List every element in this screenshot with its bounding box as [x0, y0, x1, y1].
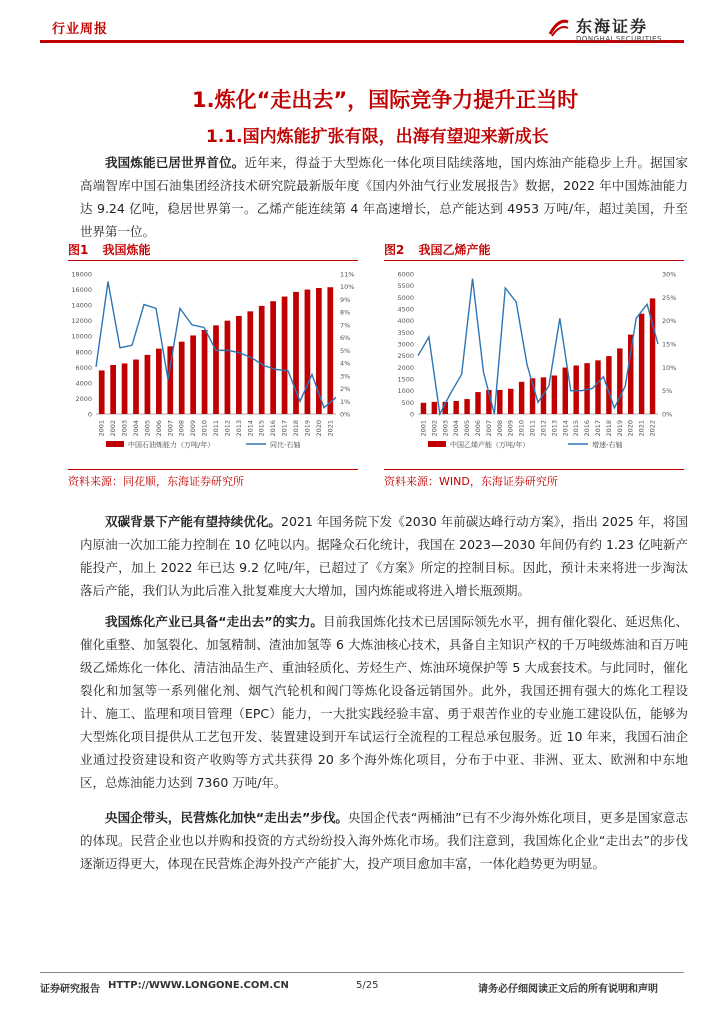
y2-tick-label: 4%: [340, 359, 351, 368]
logo-chinese-name: 东海证券: [576, 17, 649, 36]
y2-tick-label: 5%: [662, 387, 673, 396]
y2-tick-label: 20%: [662, 317, 677, 326]
y2-tick-label: 9%: [340, 295, 351, 304]
footer-website-link[interactable]: HTTP://WWW.LONGONE.COM.CN: [108, 980, 289, 991]
x-tick-label: 2014: [561, 420, 570, 437]
footer-disclaimer: 请务必仔细阅读正文后的所有说明和声明: [478, 984, 658, 995]
x-tick-label: 2019: [615, 420, 624, 437]
x-tick-label: 2016: [269, 420, 278, 437]
bar: [133, 360, 139, 414]
x-tick-label: 2009: [189, 420, 198, 437]
y2-tick-label: 0%: [340, 410, 351, 419]
figure2-title: [384, 241, 491, 258]
bar: [99, 370, 105, 414]
figure1-chart: [62, 264, 362, 466]
subsection-heading: 1.1.国内炼能扩张有限，出海有望迎来新成长: [206, 127, 549, 147]
bar: [270, 301, 276, 414]
section-heading: 1.炼化“走出去”，国际竞争力提升正当时: [192, 88, 579, 112]
bar: [432, 402, 437, 414]
y-tick-label: 3000: [397, 340, 414, 349]
x-tick-label: 2017: [594, 420, 602, 437]
x-tick-label: 2007: [484, 420, 493, 437]
y-tick-label: 12000: [71, 317, 92, 326]
x-tick-label: 2001: [419, 420, 428, 437]
y2-tick-label: 6%: [340, 334, 351, 343]
legend-line-label: 增速-右轴: [592, 441, 623, 449]
x-tick-label: 2018: [292, 420, 300, 437]
bar: [421, 403, 426, 414]
bar: [497, 390, 502, 414]
x-tick-label: 2003: [441, 420, 450, 437]
x-tick-label: 2022: [648, 420, 657, 437]
y-tick-label: 4500: [397, 305, 414, 314]
bar: [122, 363, 128, 414]
paragraph-text: 2021 年国务院下发《2030 年前碳达峰行动方案》，指出 2025 年，将国内原油一次加工能力控制在 10 亿吨以内。据隆众石化统计，我国在 2023—2030 年间仍有约 1.23 亿吨新产能投产，加上 2022 年已达 9.2 亿吨/年，已超过了《方案》所定的控制目标。因此，预计未来将进一步淘汰落后产能，我们认为此后准入批复难度大大增加，国内炼能或将进入增长瓶颈期。: [80, 514, 688, 598]
company-logo: [548, 14, 688, 48]
bar: [628, 335, 633, 414]
legend-line-label: 同比-右轴: [270, 441, 301, 449]
bar: [110, 365, 116, 414]
y-tick-label: 5000: [397, 293, 414, 302]
bar: [327, 287, 333, 414]
y-tick-label: 10000: [71, 332, 92, 341]
y-tick-label: 0: [87, 410, 92, 419]
x-tick-label: 2020: [314, 420, 323, 437]
x-tick-label: 2001: [97, 420, 106, 437]
x-tick-label: 2012: [223, 420, 232, 437]
bar: [156, 349, 162, 414]
y-tick-label: 16000: [71, 286, 92, 295]
figure1-source: 资料来源：同花顺，东海证券研究所: [68, 475, 244, 488]
y2-tick-label: 0%: [662, 410, 673, 419]
y2-tick-label: 10%: [340, 283, 355, 292]
x-tick-label: 2002: [109, 420, 118, 437]
figure2-caption: 我国乙烯产能: [418, 243, 491, 257]
paragraph-lead: 我国炼能已居世界首位。: [105, 155, 245, 170]
figure1-caption: 我国炼能: [102, 243, 151, 257]
x-tick-label: 2005: [143, 420, 152, 437]
y-tick-label: 3500: [397, 328, 414, 337]
bar: [282, 297, 288, 414]
x-tick-label: 2004: [132, 420, 140, 437]
y2-tick-label: 10%: [662, 363, 677, 372]
x-tick-label: 2011: [212, 420, 220, 437]
paragraph-private-enterprises: [80, 806, 688, 875]
y-tick-label: 14000: [71, 301, 92, 310]
logo-mark-icon: [548, 16, 570, 38]
bar: [573, 365, 578, 414]
figure1-title: [68, 241, 151, 258]
y-tick-label: 500: [401, 398, 414, 407]
paragraph-lead: 双碳背景下产能有望持续优化。: [105, 514, 281, 529]
x-tick-label: 2006: [154, 420, 163, 437]
bar: [552, 376, 557, 415]
y-tick-label: 4000: [75, 379, 92, 388]
paragraph-carbon-policy: [80, 510, 688, 602]
x-tick-label: 2010: [200, 420, 209, 437]
legend-bar-label: 中国乙烯产能（万吨/年）: [450, 441, 530, 449]
legend-bar-swatch: [106, 441, 124, 447]
x-tick-label: 2021: [326, 420, 335, 437]
growth-line: [418, 279, 658, 414]
y-tick-label: 1500: [397, 375, 414, 384]
y-tick-label: 4000: [397, 317, 414, 326]
bar: [259, 306, 265, 414]
y2-tick-label: 11%: [340, 270, 355, 279]
x-tick-label: 2019: [303, 420, 312, 437]
y-tick-label: 1000: [397, 387, 414, 396]
bar: [541, 377, 546, 414]
figure2-label: 图2: [384, 243, 405, 257]
figure1-bottom-rule: [68, 469, 358, 470]
bar: [639, 314, 644, 414]
figure1-title-rule: [68, 260, 358, 261]
bar: [464, 399, 469, 414]
y-tick-label: 5500: [397, 282, 414, 291]
x-tick-label: 2006: [474, 420, 482, 437]
x-tick-label: 2008: [177, 420, 186, 437]
y-tick-label: 18000: [71, 270, 92, 279]
figure2-source: 资料来源：WIND，东海证券研究所: [384, 475, 558, 488]
y2-tick-label: 8%: [340, 308, 351, 317]
figure2-title-rule: [384, 260, 684, 261]
bar: [563, 368, 568, 414]
y2-tick-label: 7%: [340, 321, 351, 330]
bar: [225, 321, 231, 414]
x-tick-label: 2014: [246, 420, 255, 437]
bar: [453, 401, 458, 414]
y-tick-label: 2500: [397, 352, 414, 361]
paragraph-lead: 我国炼化产业已具备“走出去”的实力。: [105, 614, 324, 629]
x-tick-label: 2003: [120, 420, 129, 437]
figure2-bottom-rule: [384, 469, 684, 470]
x-tick-label: 2015: [257, 420, 266, 437]
bar: [202, 330, 208, 414]
paragraph-going-global-capability: [80, 610, 688, 794]
y-tick-label: 0: [409, 410, 414, 419]
logo-english-name: DONGHAI SECURITIES: [576, 35, 662, 43]
x-tick-label: 2005: [463, 420, 472, 437]
footer-divider: [40, 972, 684, 973]
x-tick-label: 2017: [280, 420, 289, 437]
x-tick-label: 2007: [166, 420, 175, 437]
y2-tick-label: 1%: [340, 397, 351, 406]
bar: [179, 342, 185, 414]
bar: [508, 389, 513, 414]
x-tick-label: 2011: [528, 420, 537, 437]
y2-tick-label: 2%: [340, 385, 351, 394]
paragraph-refining-capacity: [80, 151, 688, 243]
y2-tick-label: 15%: [662, 340, 677, 349]
y-tick-label: 2000: [75, 394, 92, 403]
x-tick-label: 2008: [495, 420, 504, 437]
x-tick-label: 2010: [517, 420, 526, 437]
x-tick-label: 2020: [626, 420, 635, 437]
y-tick-label: 6000: [397, 270, 414, 279]
figure2-chart: [382, 264, 688, 466]
bar: [305, 290, 311, 414]
report-type-tag: 行业周报: [52, 22, 109, 37]
footer-page-number: 5/25: [356, 980, 379, 991]
bar: [617, 348, 622, 414]
y2-tick-label: 3%: [340, 372, 351, 381]
footer-report-type: 证券研究报告: [40, 984, 100, 995]
bar: [236, 316, 242, 414]
bar: [213, 325, 219, 414]
x-tick-label: 2004: [452, 420, 461, 437]
x-tick-label: 2012: [539, 420, 548, 437]
y2-tick-label: 30%: [662, 270, 677, 279]
x-tick-label: 2002: [430, 420, 439, 437]
x-tick-label: 2009: [506, 420, 515, 437]
y2-tick-label: 25%: [662, 293, 677, 302]
x-tick-label: 2018: [604, 420, 613, 437]
paragraph-text: 近年来，得益于大型炼化一体化项目陆续落地，国内炼油产能稳步上升。据国家高端智库中国石油集团经济技术研究院最新版年度《国内外油气行业发展报告》数据，2022 年中国炼油能力达 9.24 亿吨，稳居世界第一。乙烯产能连续第 4 年高速增长，总产能达到 4953 万吨/年，超过美国，升至世界第一位。: [80, 155, 688, 239]
paragraph-text: 央国企代表“两桶油”已有不少海外炼化项目，更多是国家意志的体现。民营企业也以并购和投资的方式纷纷投入海外炼化市场。我们注意到，我国炼化企业“走出去”的步伐逐渐迈得更大，体现在民营炼企海外投产产能扩大，投产项目愈加丰富，一体化趋势更为明显。: [80, 810, 688, 871]
x-tick-label: 2013: [550, 420, 559, 437]
bar: [190, 335, 196, 414]
x-tick-label: 2013: [234, 420, 243, 437]
legend-bar-swatch: [428, 441, 446, 447]
figure1-label: 图1: [68, 243, 89, 257]
x-tick-label: 2021: [637, 420, 646, 437]
y-tick-label: 2000: [397, 363, 414, 372]
y-tick-label: 8000: [75, 348, 92, 357]
y2-tick-label: 5%: [340, 346, 351, 355]
bar: [145, 355, 151, 414]
x-tick-label: 2015: [572, 420, 581, 437]
legend-bar-label: 中国石油炼能力（万吨/年）: [128, 441, 215, 449]
bar: [519, 382, 524, 414]
paragraph-text: 目前我国炼化技术已居国际领先水平，拥有催化裂化、延迟焦化、催化重整、加氢裂化、加氢精制、渣油加氢等 6 大炼油核心技术，具备自主知识产权的千万吨级炼油和百万吨级乙烯炼化一体化、清洁油品生产、重油轻质化、芳烃生产、炼油环境保护等 5 大成套技术。与此同时，催化裂化和加氢等一系列催化剂、烟气汽轮机和阀门等炼化设备远销国外。此外，我国还拥有强大的炼化工程设计、施工、监理和项目管理（EPC）能力，一大批实践经验丰富、勇于艰苦作业的专业施工建设队伍，能够为大型炼化项目提供从工艺包开发、装置建设到开车试运行全流程的工程总承包服务。近 10 年来，我国石油企业通过投资建设和资产收购等方式共获得 20 多个海外炼化项目，分布于中亚、非洲、亚太、欧洲和中东地区，总炼油能力达到 7360 万吨/年。: [80, 614, 688, 790]
bar: [595, 360, 600, 414]
x-tick-label: 2016: [583, 420, 592, 437]
bar: [247, 311, 253, 414]
bar: [475, 392, 480, 414]
paragraph-lead: 央国企带头，民营炼化加快“走出去”步伐。: [105, 810, 348, 825]
y-tick-label: 6000: [75, 363, 92, 372]
